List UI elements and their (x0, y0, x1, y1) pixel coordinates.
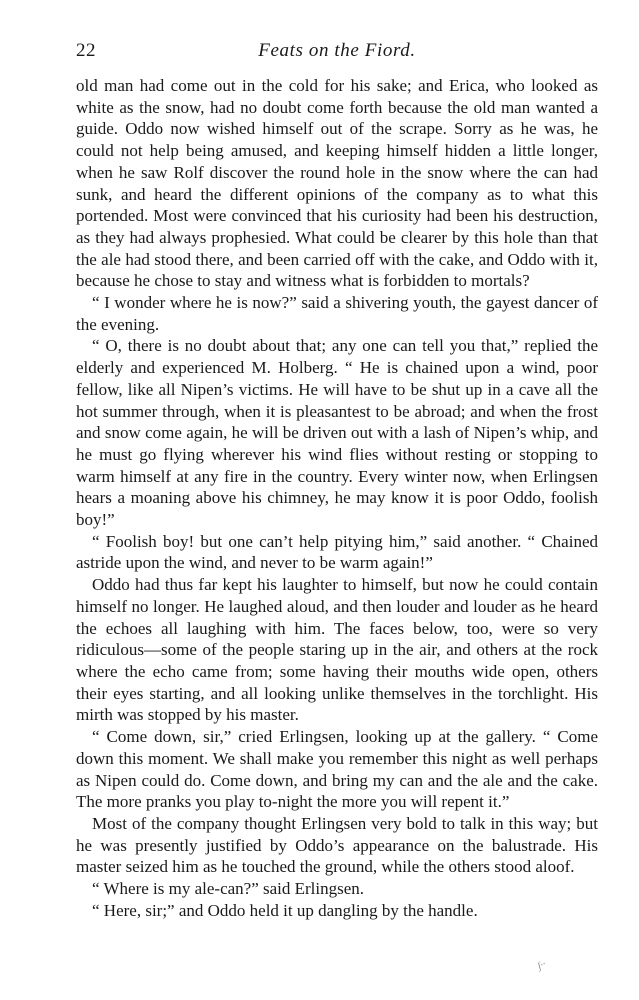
paragraph: “ I wonder where he is now?” said a shivering youth, the gayest dancer of the evening. (76, 293, 598, 334)
paragraph: “ Here, sir;” and Oddo held it up dangling by the handle. (92, 900, 478, 920)
page-number: 22 (76, 40, 96, 61)
page-header (76, 40, 598, 66)
paragraph: “ O, there is no doubt about that; any one can tell you that,” replied the elderly and experienced M. Holberg. “ He is chained upon a wind, poor fellow, like all Nipen’s victims. He will have to be shut up in a cave all the hot summer through, when it is pleasantest to be abroad; and when the frost and snow come again, he will be driven out with a lash of Nipen’s whip, and he must go flying wherever his wind flies without resting or stopping to warm himself at any fire in the country. Every winter now, when Erlingsen hears a moaning above his chimney, he may know it is poor Oddo, foolish boy!” (76, 336, 598, 530)
paragraph: old man had come out in the cold for his sake; and Erica, who looked as white as the snow, had no doubt come forth because the old man wanted a guide. Oddo now wished himself out of the scrape. Sorry as he was, he could not help being amused, and keeping himself hidden a little longer, when he saw Rolf discover the round hole in the snow where the can had sunk, and heard the different opinions of the company as to what this portended. Most were convinced that his curiosity had been his destruction, as they had always prophesied. What could be clearer by this hole than that the ale had stood there, and been carried off with the cake, and Oddo with it, because he chose to stay and witness what is forbidden to mortals? (76, 76, 598, 291)
paragraph: Most of the company thought Erlingsen very bold to talk in this way; but he was presently justified by Oddo’s appearance on the balustrade. His master seized him as he touched the ground, while the others stood aloof. (76, 813, 598, 877)
pencil-mark: ʃ·· (536, 958, 548, 973)
paragraph: Oddo had thus far kept his laughter to himself, but now he could contain himself no longer. He laughed aloud, and then louder and louder as he heard the echoes all laughing with him. The faces below, too, were so very ridiculous—some of the people staring up in the air, and others at the rock where the echo came from; some having their mouths wide open, others their eyes starting, and all looking unlike themselves in the torchlight. His mirth was stopped by his master. (76, 575, 598, 725)
running-title: Feats on the Fiord. (258, 40, 416, 61)
paragraph: “ Foolish boy! but one can’t help pitying him,” said another. “ Chained astride upon the wind, and never to be warm again!” (76, 531, 598, 573)
body-text (76, 75, 598, 921)
paragraph: “ Come down, sir,” cried Erlingsen, looking up at the gallery. “ Come down this moment. We shall make you remember this night as well perhaps as Nipen could do. Come down, and bring my can and the ale and the cake. The more pranks you play to-night the more you will repent it.” (76, 727, 598, 812)
paragraph: “ Where is my ale-can?” said Erlingsen. (92, 879, 365, 899)
